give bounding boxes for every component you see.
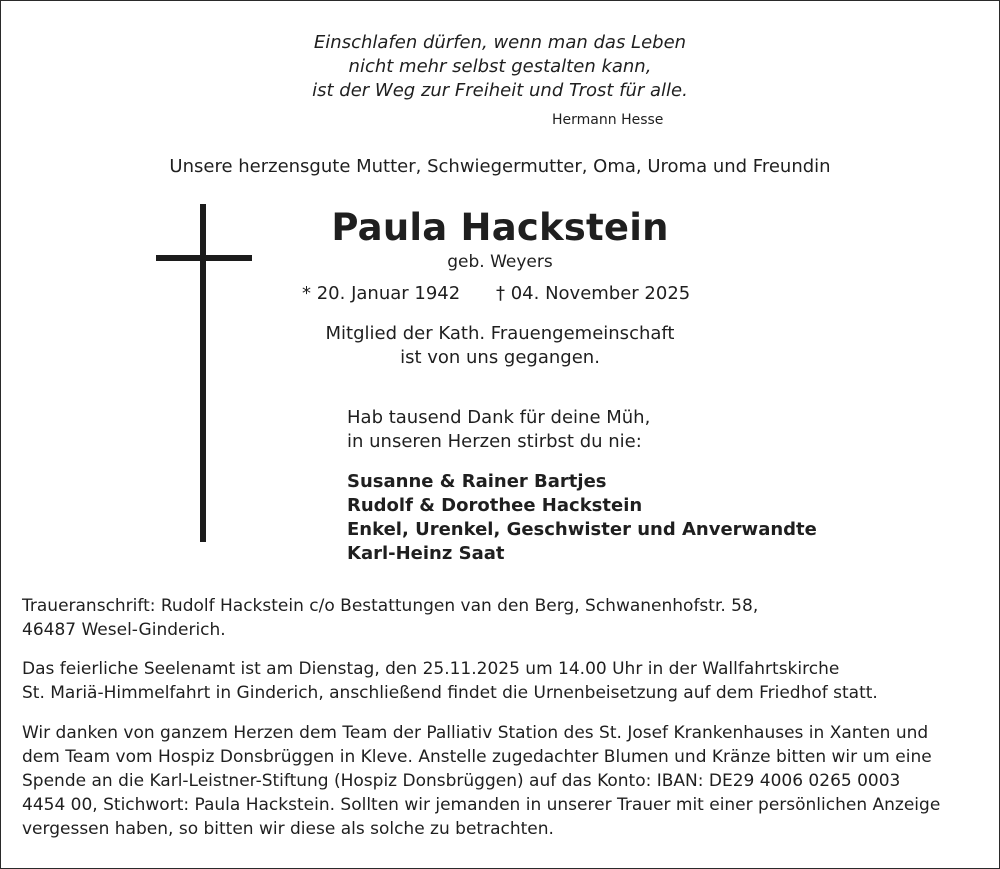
death-date: † 04. November 2025 [496,283,691,304]
mourner-entry: Rudolf & Dorothee Hackstein [347,495,643,516]
thanks-line: dem Team vom Hospiz Donsbrüggen in Kleve. Anstelle zugedachter Blumen und Kränze bitten wir um eine [22,747,932,767]
thanks-paragraph [22,721,982,841]
epigraph-quote [0,31,1000,103]
address-line: 46487 Wesel-Ginderich. [22,620,226,640]
mourners-list [347,470,817,566]
mourner-entry: Enkel, Urenkel, Geschwister und Anverwandte [347,519,817,540]
service-line: St. Mariä-Himmelfahrt in Ginderich, anschließend findet die Urnenbeisetzung auf dem Friedhof statt. [22,683,878,703]
membership-line: ist von uns gegangen. [400,347,600,368]
thanks-line: vergessen haben, so bitten wir diese als solche zu betrachten. [22,819,554,839]
quote-line: nicht mehr selbst gestalten kann, [348,56,652,77]
birth-name: geb. Weyers [447,252,553,272]
quote-line: Einschlafen dürfen, wenn man das Leben [313,32,687,53]
verse-line: Hab tausend Dank für deine Müh, [347,407,651,428]
address-paragraph [22,594,982,642]
mourner-entry: Karl-Heinz Saat [347,543,505,564]
intro-line: Unsere herzensgute Mutter, Schwiegermutter, Oma, Uroma und Freundin [169,156,831,177]
mourner-entry: Susanne & Rainer Bartjes [347,471,607,492]
service-line: Das feierliche Seelenamt ist am Dienstag, den 25.11.2025 um 14.00 Uhr in der Wallfahrtskirche [22,659,840,679]
address-line: Traueranschrift: Rudolf Hackstein c/o Bestattungen van den Berg, Schwanenhofstr. 58, [22,596,759,616]
thanks-line: 4454 00, Stichwort: Paula Hackstein. Sollten wir jemanden in unserer Trauer mit einer persönlichen Anzeige [22,795,941,815]
thanks-line: Spende an die Karl-Leistner-Stiftung (Hospiz Donsbrüggen) auf das Konto: IBAN: DE29 4006 0265 0003 [22,771,901,791]
membership-text [300,322,700,370]
verse-line: in unseren Herzen stirbst du nie: [347,431,642,452]
verse [347,406,650,454]
service-paragraph [22,657,982,705]
cross-horizontal-beam [156,255,252,261]
membership-line: Mitglied der Kath. Frauengemeinschaft [325,323,675,344]
quote-author: Hermann Hesse [552,112,664,128]
birth-date: * 20. Januar 1942 [302,283,461,304]
quote-line: ist der Weg zur Freiheit und Trost für alle. [312,80,688,101]
deceased-name: Paula Hackstein [331,206,669,249]
thanks-line: Wir danken von ganzem Herzen dem Team der Palliativ Station des St. Josef Krankenhauses in Xanten und [22,723,929,743]
